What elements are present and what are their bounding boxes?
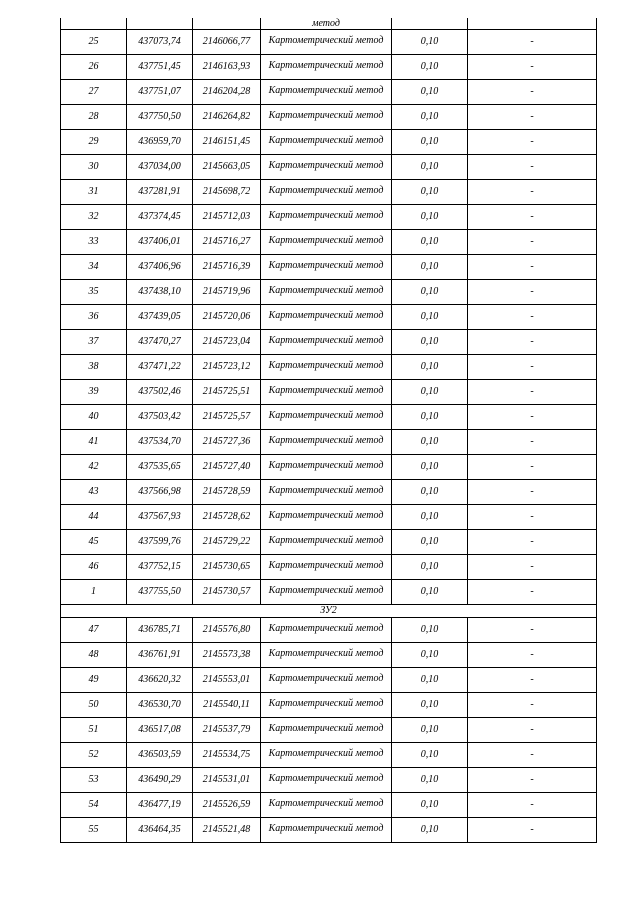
cell-x-coordinate: 437566,98 (127, 479, 193, 504)
cell-accuracy: 0,10 (392, 429, 468, 454)
cell-method: Картометрический метод (261, 54, 392, 79)
cell-note: - (468, 54, 597, 79)
cell-method: Картометрический метод (261, 792, 392, 817)
table-row (61, 129, 597, 154)
cell-y-coordinate: 2145728,59 (193, 479, 261, 504)
cell-method: Картометрический метод (261, 692, 392, 717)
cell-point-number: 39 (61, 379, 127, 404)
table-row (61, 479, 597, 504)
cell-y-coordinate: 2145725,57 (193, 404, 261, 429)
cell-method: Картометрический метод (261, 379, 392, 404)
cell-x-coordinate: 437406,01 (127, 229, 193, 254)
cell-accuracy: 0,10 (392, 154, 468, 179)
table-row (61, 792, 597, 817)
cell-accuracy: 0,10 (392, 354, 468, 379)
cell-note: - (468, 154, 597, 179)
cell-y-coordinate: 2145698,72 (193, 179, 261, 204)
table-row (61, 617, 597, 642)
cell-point-number: 54 (61, 792, 127, 817)
cell-x-coordinate: 437034,00 (127, 154, 193, 179)
cell-accuracy: 0,10 (392, 229, 468, 254)
table-row (61, 717, 597, 742)
cell-note: - (468, 792, 597, 817)
cell-accuracy: 0,10 (392, 254, 468, 279)
cell-method: Картометрический метод (261, 254, 392, 279)
cell-accuracy: 0,10 (392, 304, 468, 329)
cell-method: Картометрический метод (261, 717, 392, 742)
cell-y-coordinate: 2145728,62 (193, 504, 261, 529)
table-row (61, 329, 597, 354)
table-row (61, 817, 597, 842)
cell-point-number: 32 (61, 204, 127, 229)
table-row (61, 204, 597, 229)
cell-y-coordinate: 2145725,51 (193, 379, 261, 404)
table-row (61, 404, 597, 429)
cell-note: - (468, 817, 597, 842)
cell-point-number: 53 (61, 767, 127, 792)
cell-y-coordinate: 2145531,01 (193, 767, 261, 792)
cell-y-coordinate: 2145716,39 (193, 254, 261, 279)
cell-point-number: 45 (61, 529, 127, 554)
cell-x-coordinate: 437755,50 (127, 579, 193, 604)
cell-method: Картометрический метод (261, 179, 392, 204)
cell-x-coordinate: 437567,93 (127, 504, 193, 529)
cell-y-coordinate: 2145534,75 (193, 742, 261, 767)
cell-method: Картометрический метод (261, 504, 392, 529)
cell-note: - (468, 717, 597, 742)
cell-point-number: 33 (61, 229, 127, 254)
cell-accuracy: 0,10 (392, 667, 468, 692)
cell-point-number: 25 (61, 29, 127, 54)
cell-x-coordinate: 437751,07 (127, 79, 193, 104)
cell-x-coordinate: 437750,50 (127, 104, 193, 129)
cell-point-number: 43 (61, 479, 127, 504)
cell-x-coordinate: 436785,71 (127, 617, 193, 642)
table-row (61, 529, 597, 554)
cell-method: Картометрический метод (261, 429, 392, 454)
cell-point-number: 26 (61, 54, 127, 79)
table-row (61, 767, 597, 792)
cell-y-coordinate (193, 18, 261, 29)
cell-note: - (468, 104, 597, 129)
cell-x-coordinate: 436503,59 (127, 742, 193, 767)
table-row (61, 742, 597, 767)
table-row (61, 279, 597, 304)
cell-x-coordinate: 437471,22 (127, 354, 193, 379)
cell-accuracy: 0,10 (392, 204, 468, 229)
cell-y-coordinate: 2145730,57 (193, 579, 261, 604)
cell-note: - (468, 404, 597, 429)
cell-note: - (468, 579, 597, 604)
cell-x-coordinate: 437751,45 (127, 54, 193, 79)
cell-point-number: 37 (61, 329, 127, 354)
cell-x-coordinate: 437752,15 (127, 554, 193, 579)
cell-note: - (468, 229, 597, 254)
cell-method: метод (261, 18, 392, 29)
cell-point-number: 51 (61, 717, 127, 742)
cell-x-coordinate: 437374,45 (127, 204, 193, 229)
cell-y-coordinate: 2145719,96 (193, 279, 261, 304)
cell-method: Картометрический метод (261, 817, 392, 842)
cell-note: - (468, 742, 597, 767)
cell-y-coordinate: 2146204,28 (193, 79, 261, 104)
cell-accuracy: 0,10 (392, 742, 468, 767)
cell-note: - (468, 529, 597, 554)
cell-y-coordinate: 2146066,77 (193, 29, 261, 54)
cell-accuracy: 0,10 (392, 579, 468, 604)
table-row (61, 379, 597, 404)
table-row (61, 667, 597, 692)
cell-accuracy: 0,10 (392, 717, 468, 742)
cell-method: Картометрический метод (261, 742, 392, 767)
cell-y-coordinate: 2145573,38 (193, 642, 261, 667)
cell-y-coordinate: 2145537,79 (193, 717, 261, 742)
cell-note: - (468, 304, 597, 329)
cell-x-coordinate (127, 18, 193, 29)
cell-point-number (61, 18, 127, 29)
table-row (61, 692, 597, 717)
cell-point-number: 34 (61, 254, 127, 279)
cell-note: - (468, 179, 597, 204)
cell-y-coordinate: 2145540,11 (193, 692, 261, 717)
cell-point-number: 40 (61, 404, 127, 429)
cell-accuracy: 0,10 (392, 129, 468, 154)
cell-x-coordinate: 437599,76 (127, 529, 193, 554)
cell-accuracy: 0,10 (392, 692, 468, 717)
cell-accuracy: 0,10 (392, 179, 468, 204)
cell-note (468, 18, 597, 29)
cell-method: Картометрический метод (261, 354, 392, 379)
cell-x-coordinate: 437073,74 (127, 29, 193, 54)
cell-y-coordinate: 2145723,04 (193, 329, 261, 354)
cell-accuracy: 0,10 (392, 642, 468, 667)
cell-note: - (468, 254, 597, 279)
cell-point-number: 44 (61, 504, 127, 529)
cell-y-coordinate: 2146264,82 (193, 104, 261, 129)
cell-point-number: 1 (61, 579, 127, 604)
cell-method: Картометрический метод (261, 304, 392, 329)
cell-point-number: 52 (61, 742, 127, 767)
cell-y-coordinate: 2146163,93 (193, 54, 261, 79)
cell-note: - (468, 204, 597, 229)
cell-y-coordinate: 2145727,36 (193, 429, 261, 454)
cell-note: - (468, 429, 597, 454)
cell-note: - (468, 354, 597, 379)
cell-method: Картометрический метод (261, 329, 392, 354)
cell-method: Картометрический метод (261, 667, 392, 692)
cell-accuracy: 0,10 (392, 29, 468, 54)
cell-y-coordinate: 2145553,01 (193, 667, 261, 692)
cell-accuracy: 0,10 (392, 454, 468, 479)
table-row (61, 154, 597, 179)
cell-x-coordinate: 437281,91 (127, 179, 193, 204)
table-row (61, 304, 597, 329)
table-row (61, 254, 597, 279)
cell-note: - (468, 617, 597, 642)
cell-y-coordinate: 2145730,65 (193, 554, 261, 579)
cell-y-coordinate: 2146151,45 (193, 129, 261, 154)
cell-point-number: 50 (61, 692, 127, 717)
cell-point-number: 29 (61, 129, 127, 154)
cell-note: - (468, 454, 597, 479)
cell-method: Картометрический метод (261, 554, 392, 579)
cell-method: Картометрический метод (261, 129, 392, 154)
cell-method: Картометрический метод (261, 279, 392, 304)
cell-point-number: 36 (61, 304, 127, 329)
cell-note: - (468, 279, 597, 304)
cell-point-number: 35 (61, 279, 127, 304)
cell-point-number: 41 (61, 429, 127, 454)
cell-accuracy: 0,10 (392, 504, 468, 529)
cell-point-number: 28 (61, 104, 127, 129)
cell-point-number: 30 (61, 154, 127, 179)
cell-x-coordinate: 436477,19 (127, 792, 193, 817)
coordinates-table (60, 18, 597, 843)
coordinates-table-body (61, 18, 597, 842)
cell-point-number: 27 (61, 79, 127, 104)
cell-method: Картометрический метод (261, 29, 392, 54)
cell-accuracy: 0,10 (392, 767, 468, 792)
cell-point-number: 48 (61, 642, 127, 667)
cell-x-coordinate: 436620,32 (127, 667, 193, 692)
cell-x-coordinate: 437535,65 (127, 454, 193, 479)
cell-x-coordinate: 437534,70 (127, 429, 193, 454)
cell-accuracy: 0,10 (392, 379, 468, 404)
table-row (61, 554, 597, 579)
cell-note: - (468, 479, 597, 504)
cell-note: - (468, 129, 597, 154)
cell-note: - (468, 379, 597, 404)
cell-method: Картометрический метод (261, 104, 392, 129)
cell-note: - (468, 554, 597, 579)
cell-x-coordinate: 437439,05 (127, 304, 193, 329)
cell-method: Картометрический метод (261, 454, 392, 479)
cell-accuracy: 0,10 (392, 329, 468, 354)
cell-y-coordinate: 2145712,03 (193, 204, 261, 229)
cell-y-coordinate: 2145729,22 (193, 529, 261, 554)
cell-point-number: 46 (61, 554, 127, 579)
cell-accuracy: 0,10 (392, 79, 468, 104)
cell-note: - (468, 329, 597, 354)
cell-y-coordinate: 2145716,27 (193, 229, 261, 254)
cell-accuracy: 0,10 (392, 479, 468, 504)
table-section-header (61, 604, 597, 617)
cell-x-coordinate: 437438,10 (127, 279, 193, 304)
cell-accuracy: 0,10 (392, 817, 468, 842)
cell-x-coordinate: 437470,27 (127, 329, 193, 354)
cell-y-coordinate: 2145663,05 (193, 154, 261, 179)
table-row (61, 504, 597, 529)
cell-y-coordinate: 2145521,48 (193, 817, 261, 842)
cell-method: Картометрический метод (261, 229, 392, 254)
cell-x-coordinate: 436464,35 (127, 817, 193, 842)
table-row (61, 29, 597, 54)
table-row (61, 79, 597, 104)
cell-point-number: 42 (61, 454, 127, 479)
section-title: ЗУ2 (61, 604, 597, 617)
cell-x-coordinate: 436490,29 (127, 767, 193, 792)
cell-note: - (468, 667, 597, 692)
cell-x-coordinate: 437503,42 (127, 404, 193, 429)
table-row (61, 579, 597, 604)
cell-note: - (468, 79, 597, 104)
cell-accuracy: 0,10 (392, 617, 468, 642)
cell-point-number: 31 (61, 179, 127, 204)
cell-point-number: 38 (61, 354, 127, 379)
cell-method: Картометрический метод (261, 204, 392, 229)
cell-y-coordinate: 2145576,80 (193, 617, 261, 642)
cell-accuracy: 0,10 (392, 404, 468, 429)
table-row (61, 354, 597, 379)
table-row-continued (61, 18, 597, 29)
cell-accuracy: 0,10 (392, 279, 468, 304)
cell-y-coordinate: 2145723,12 (193, 354, 261, 379)
table-row (61, 54, 597, 79)
cell-accuracy: 0,10 (392, 104, 468, 129)
cell-point-number: 49 (61, 667, 127, 692)
cell-accuracy: 0,10 (392, 54, 468, 79)
cell-note: - (468, 767, 597, 792)
cell-accuracy: 0,10 (392, 554, 468, 579)
cell-x-coordinate: 437502,46 (127, 379, 193, 404)
cell-method: Картометрический метод (261, 529, 392, 554)
cell-method: Картометрический метод (261, 579, 392, 604)
cell-y-coordinate: 2145727,40 (193, 454, 261, 479)
cell-accuracy: 0,10 (392, 792, 468, 817)
cell-method: Картометрический метод (261, 642, 392, 667)
cell-note: - (468, 642, 597, 667)
cell-method: Картометрический метод (261, 154, 392, 179)
cell-accuracy: 0,10 (392, 529, 468, 554)
cell-x-coordinate: 437406,96 (127, 254, 193, 279)
table-row (61, 229, 597, 254)
cell-point-number: 55 (61, 817, 127, 842)
table-row (61, 642, 597, 667)
cell-note: - (468, 692, 597, 717)
cell-method: Картометрический метод (261, 479, 392, 504)
table-row (61, 104, 597, 129)
cell-method: Картометрический метод (261, 404, 392, 429)
table-row (61, 429, 597, 454)
cell-x-coordinate: 436959,70 (127, 129, 193, 154)
table-row (61, 179, 597, 204)
cell-method: Картометрический метод (261, 767, 392, 792)
cell-y-coordinate: 2145526,59 (193, 792, 261, 817)
table-row (61, 454, 597, 479)
cell-y-coordinate: 2145720,06 (193, 304, 261, 329)
cell-x-coordinate: 436530,70 (127, 692, 193, 717)
cell-method: Картометрический метод (261, 79, 392, 104)
cell-note: - (468, 29, 597, 54)
cell-method: Картометрический метод (261, 617, 392, 642)
cell-x-coordinate: 436517,08 (127, 717, 193, 742)
cell-x-coordinate: 436761,91 (127, 642, 193, 667)
cell-accuracy (392, 18, 468, 29)
cell-point-number: 47 (61, 617, 127, 642)
cell-note: - (468, 504, 597, 529)
